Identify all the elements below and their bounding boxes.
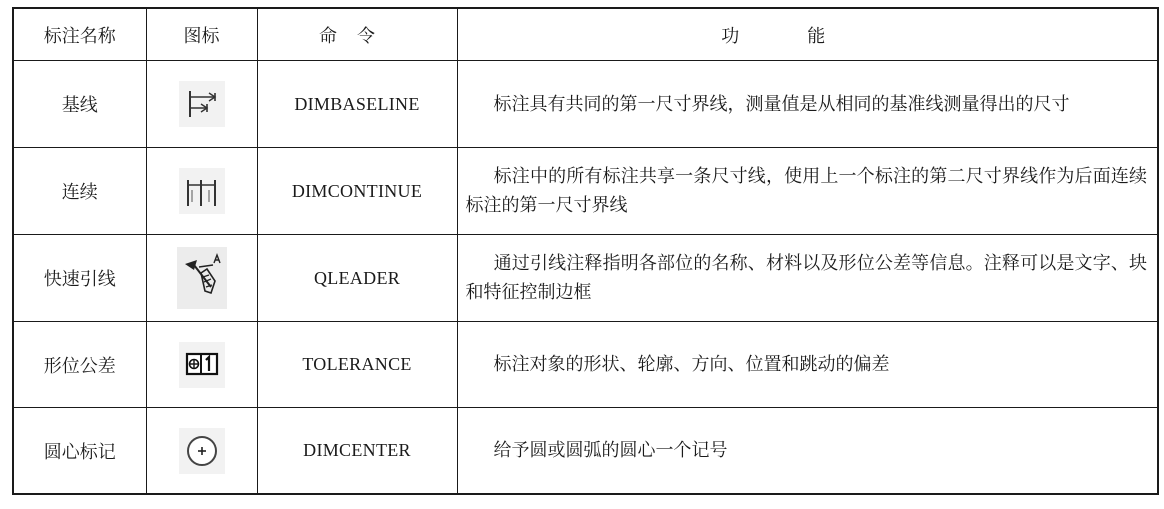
table-row (13, 408, 1158, 495)
row-name: 形位公差 (13, 322, 146, 408)
tolerance-icon (179, 342, 225, 388)
row-icon-cell (146, 322, 257, 408)
dimbaseline-icon (179, 81, 225, 127)
row-icon-cell (146, 408, 257, 495)
row-command: DIMBASELINE (257, 61, 457, 148)
table-row (13, 148, 1158, 235)
header-function: 功能 (457, 8, 1158, 61)
row-name: 快速引线 (13, 235, 146, 322)
row-name: 连续 (13, 148, 146, 235)
header-icon: 图标 (146, 8, 257, 61)
row-function (457, 148, 1158, 235)
header-command: 命令 (257, 8, 457, 61)
row-icon-cell (146, 61, 257, 148)
dimcontinue-icon (179, 168, 225, 214)
row-command: DIMCONTINUE (257, 148, 457, 235)
dimcenter-icon (179, 428, 225, 474)
row-function-text: 给予圆或圆弧的圆心一个记号 (493, 440, 728, 461)
row-name: 基线 (13, 61, 146, 148)
qleader-icon (177, 247, 227, 309)
table-row (13, 322, 1158, 408)
row-function (457, 408, 1158, 495)
table-row (13, 235, 1158, 322)
dimension-commands-table (12, 7, 1159, 495)
row-function-text: 通过引线注释指明各部位的名称、材料以及形位公差等信息。注释可以是文字、块和特征控制边框 (465, 253, 1147, 303)
row-command: QLEADER (257, 235, 457, 322)
row-command: TOLERANCE (257, 322, 457, 408)
row-function-text: 标注对象的形状、轮廓、方向、位置和跳动的偏差 (493, 354, 890, 375)
row-function (457, 235, 1158, 322)
row-function-text: 标注具有共同的第一尺寸界线，测量值是从相同的基准线测量得出的尺寸 (493, 93, 1070, 115)
row-icon-cell (146, 148, 257, 235)
row-function (457, 322, 1158, 408)
row-function-text: 标注中的所有标注共享一条尺寸线，使用上一个标注的第二尺寸界线作为后面连续标注的第一尺寸界线 (465, 166, 1147, 216)
table-row (13, 61, 1158, 148)
row-command: DIMCENTER (257, 408, 457, 495)
header-name: 标注名称 (13, 8, 146, 61)
table-header-row (13, 8, 1158, 61)
row-name: 圆心标记 (13, 408, 146, 495)
row-function (457, 61, 1158, 148)
row-icon-cell (146, 235, 257, 322)
